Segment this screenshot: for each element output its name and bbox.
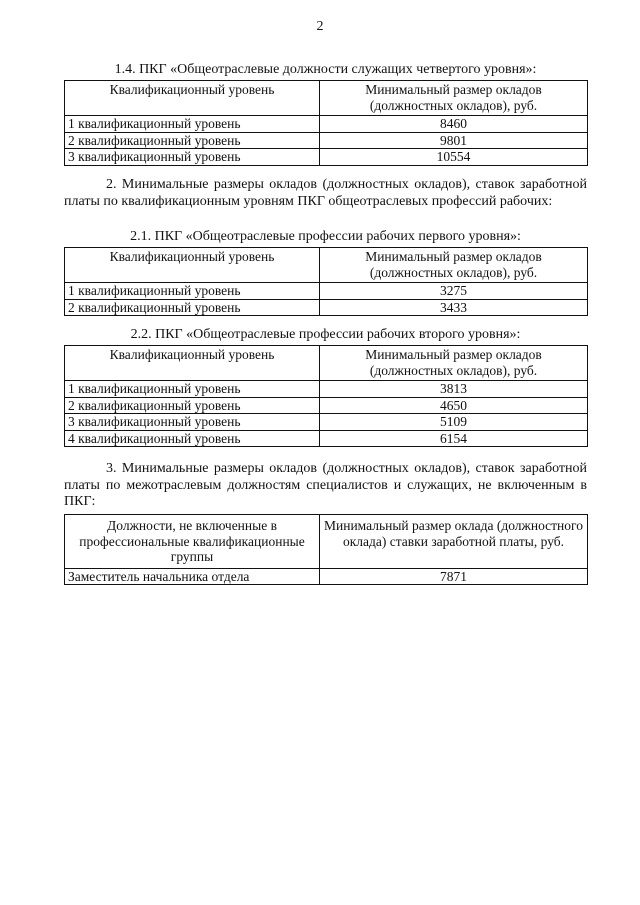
section-2-1-table <box>64 247 588 316</box>
salary-cell: 7871 <box>320 568 588 585</box>
salary-cell: 6154 <box>320 430 588 447</box>
position-cell: Заместитель начальника отдела <box>65 568 320 585</box>
column-header-position: Должности, не включенные в профессиональные квалификационные группы <box>65 515 320 569</box>
level-cell: 1 квалификационный уровень <box>65 283 320 300</box>
section-2-2-table-wrap <box>64 345 587 447</box>
salary-cell: 8460 <box>320 116 588 133</box>
level-cell: 3 квалификационный уровень <box>65 414 320 431</box>
table-row <box>65 149 588 166</box>
column-header-salary: Минимальный размер оклада (должностного оклада) ставки заработной платы, руб. <box>320 515 588 569</box>
paragraph-2: 2. Минимальные размеры окладов (должностных окладов), ставок заработной платы по квалификационным уровням ПКГ общеотраслевых профессий рабочих: <box>64 177 587 209</box>
level-cell: 2 квалификационный уровень <box>65 299 320 316</box>
column-header-salary: Минимальный размер окладов (должностных окладов), руб. <box>320 81 588 116</box>
salary-cell: 3433 <box>320 299 588 316</box>
section-3-table-wrap <box>64 514 587 585</box>
salary-cell: 4650 <box>320 397 588 414</box>
salary-cell: 10554 <box>320 149 588 166</box>
salary-cell: 9801 <box>320 132 588 149</box>
salary-cell: 3813 <box>320 381 588 398</box>
table-row <box>65 397 588 414</box>
section-2-2-table <box>64 345 588 447</box>
table-header-row <box>65 248 588 283</box>
table-row <box>65 283 588 300</box>
table-row <box>65 132 588 149</box>
paragraph-3: 3. Минимальные размеры окладов (должностных окладов), ставок заработной платы по межотраслевым должностям специалистов и служащих, не включенным в ПКГ: <box>64 461 587 509</box>
salary-cell: 5109 <box>320 414 588 431</box>
table-row <box>65 430 588 447</box>
page-number: 2 <box>316 19 324 34</box>
table-row <box>65 414 588 431</box>
section-1-4-table-wrap <box>64 80 587 166</box>
level-cell: 4 квалификационный уровень <box>65 430 320 447</box>
column-header-salary: Минимальный размер окладов (должностных окладов), руб. <box>320 248 588 283</box>
section-2-1-table-wrap <box>64 247 587 316</box>
table-header-row <box>65 515 588 569</box>
table-row <box>65 116 588 133</box>
table-header-row <box>65 81 588 116</box>
section-3-table <box>64 514 588 585</box>
level-cell: 1 квалификационный уровень <box>65 116 320 133</box>
table-row <box>65 299 588 316</box>
table-header-row <box>65 346 588 381</box>
salary-cell: 3275 <box>320 283 588 300</box>
level-cell: 3 квалификационный уровень <box>65 149 320 166</box>
level-cell: 2 квалификационный уровень <box>65 132 320 149</box>
table-row <box>65 381 588 398</box>
column-header-level: Квалификационный уровень <box>65 81 320 116</box>
section-2-2-heading: 2.2. ПКГ «Общеотраслевые профессии рабочих второго уровня»: <box>130 327 521 342</box>
level-cell: 2 квалификационный уровень <box>65 397 320 414</box>
column-header-salary: Минимальный размер окладов (должностных окладов), руб. <box>320 346 588 381</box>
column-header-level: Квалификационный уровень <box>65 346 320 381</box>
column-header-level: Квалификационный уровень <box>65 248 320 283</box>
section-2-1-heading: 2.1. ПКГ «Общеотраслевые профессии рабочих первого уровня»: <box>130 229 521 244</box>
section-1-4-table <box>64 80 588 166</box>
section-1-4-heading: 1.4. ПКГ «Общеотраслевые должности служащих четвертого уровня»: <box>114 62 537 77</box>
level-cell: 1 квалификационный уровень <box>65 381 320 398</box>
table-row <box>65 568 588 585</box>
